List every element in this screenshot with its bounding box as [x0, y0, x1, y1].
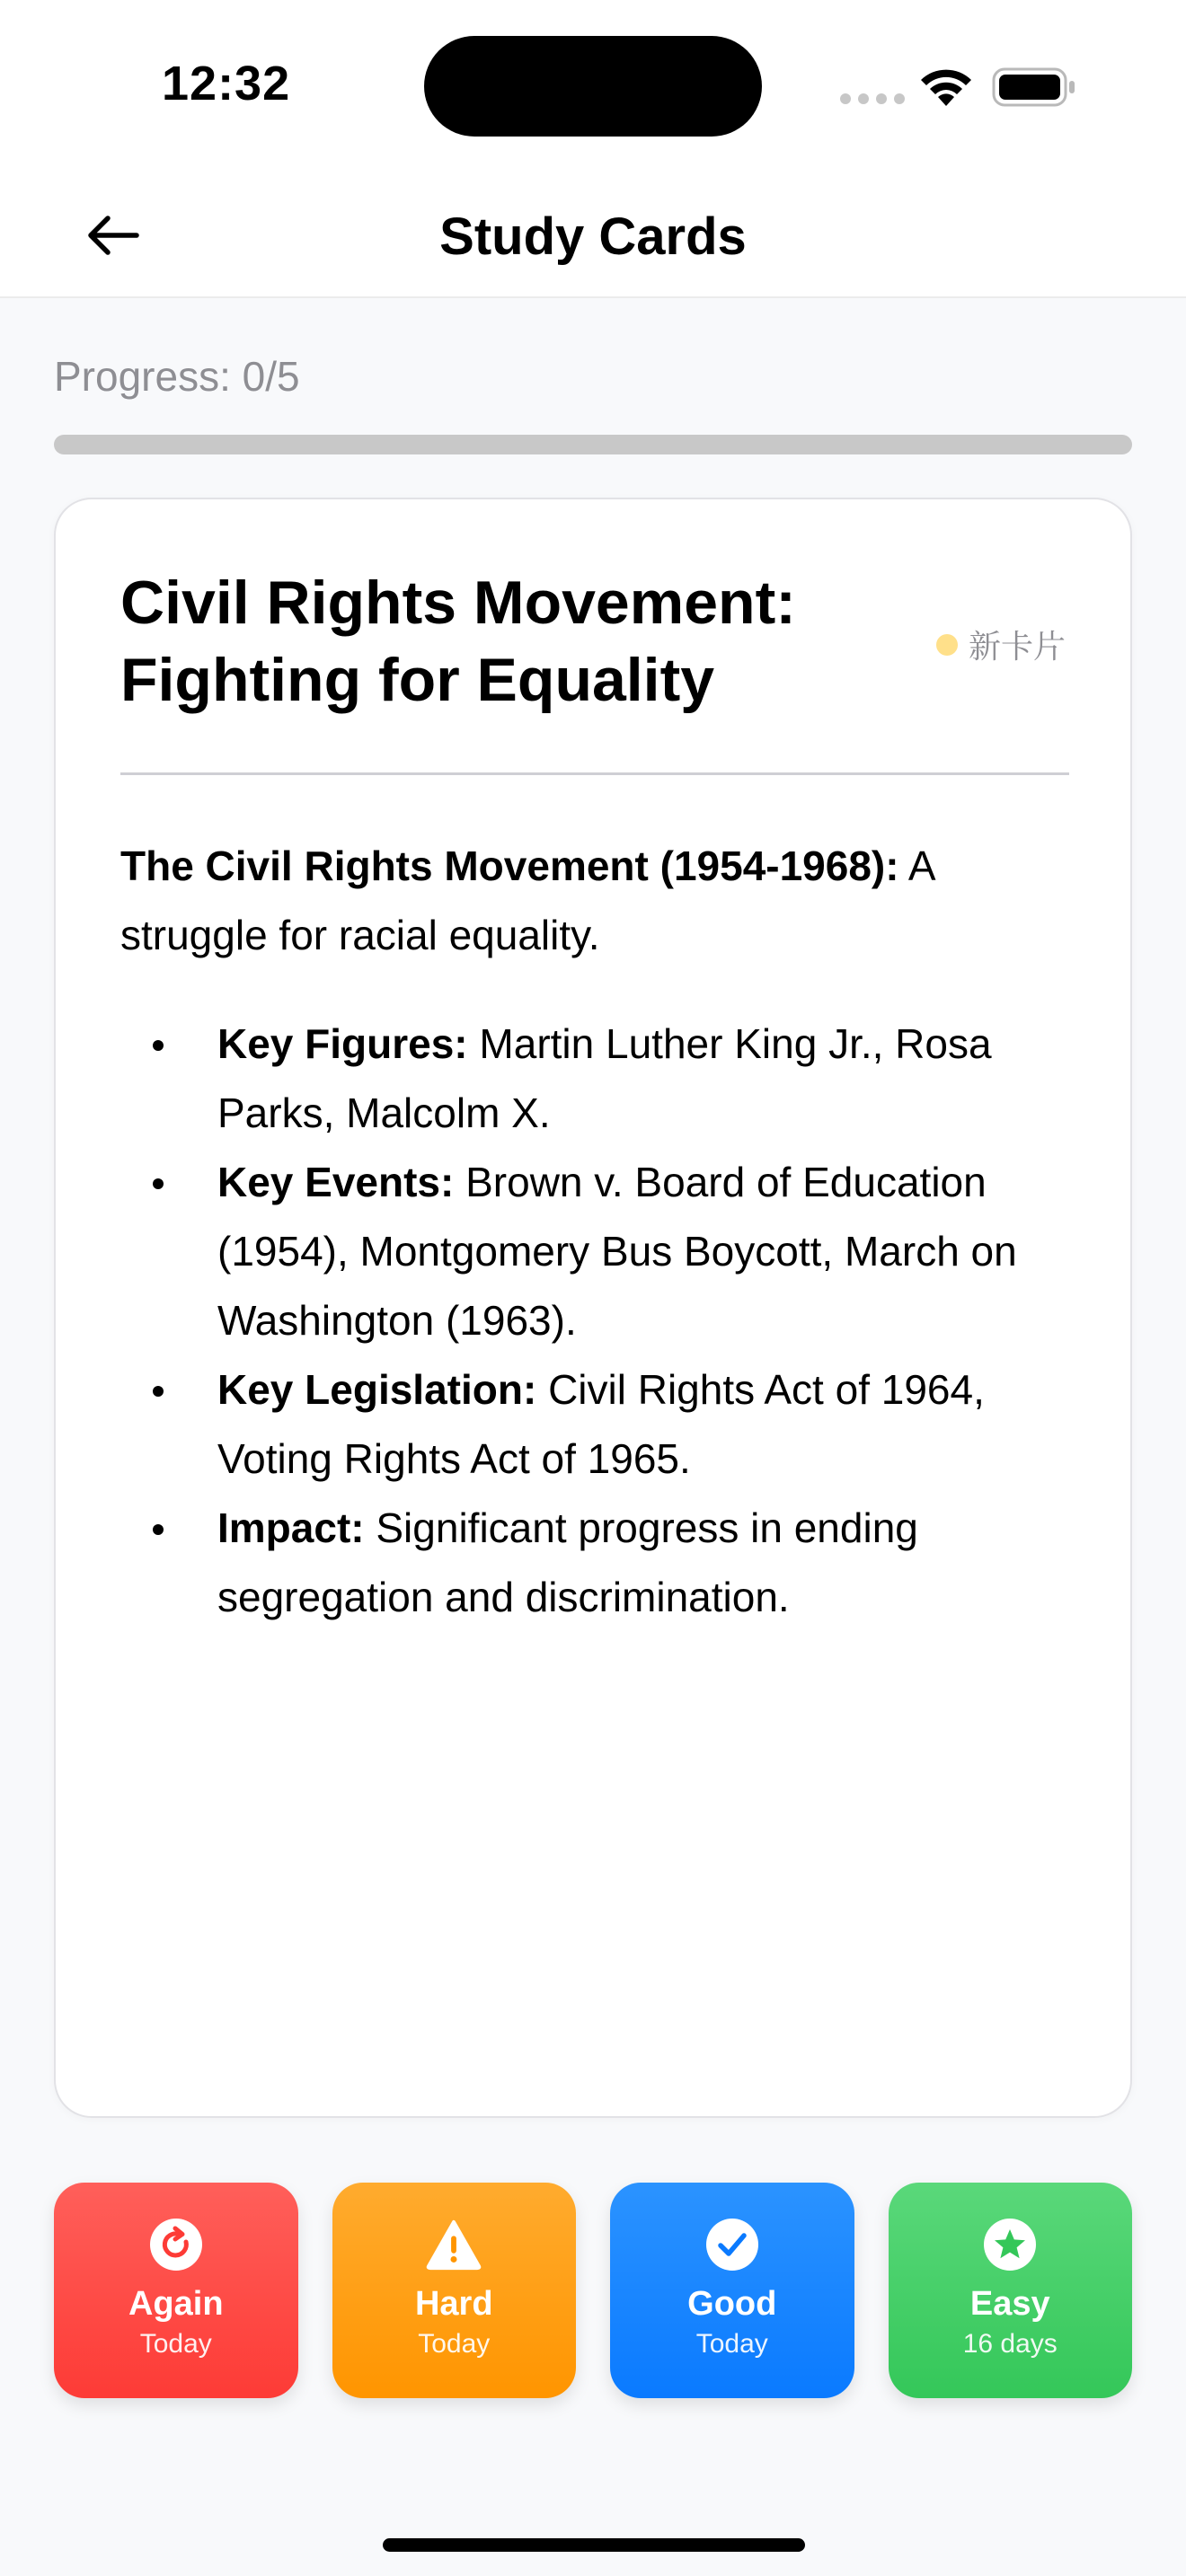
new-card-badge	[936, 622, 1066, 667]
divider	[120, 772, 1069, 775]
good-button[interactable]	[610, 2183, 854, 2398]
card-title: Civil Rights Movement: Fighting for Equality	[120, 569, 796, 714]
card-intro	[120, 832, 1073, 970]
retry-icon	[148, 2217, 204, 2272]
status-dot-icon	[936, 634, 958, 656]
bullet-text: Significant progress in ending segregation and discrimination.	[217, 1504, 918, 1620]
intro-text: A struggle for racial equality.	[120, 842, 934, 958]
rating-buttons	[54, 2183, 1132, 2398]
cellular-signal-icon	[840, 93, 905, 104]
checkmark-icon	[704, 2217, 760, 2272]
status-bar	[0, 0, 1186, 171]
study-card[interactable]	[54, 498, 1132, 2118]
bullet-icon	[153, 1040, 164, 1051]
list-item	[120, 1148, 1073, 1355]
list-item	[120, 1494, 1073, 1632]
easy-button[interactable]	[889, 2183, 1133, 2398]
bullet-heading: Impact:	[217, 1504, 365, 1551]
easy-interval: 16 days	[962, 2329, 1058, 2359]
bullet-icon	[153, 1386, 164, 1397]
warning-icon	[426, 2217, 482, 2272]
home-indicator	[383, 2538, 805, 2552]
hard-button[interactable]	[332, 2183, 577, 2398]
bullet-text: Civil Rights Act of 1964, Voting Rights Act of 1965.	[217, 1366, 985, 1482]
bullet-text: Martin Luther King Jr., Rosa Parks, Malcolm X.	[217, 1020, 992, 1136]
status-time: 12:32	[162, 57, 291, 110]
good-label: Good	[687, 2285, 777, 2323]
bullet-list	[120, 1010, 1073, 1632]
intro-heading: The Civil Rights Movement (1954-1968):	[120, 842, 899, 889]
list-item	[120, 1010, 1073, 1148]
easy-label: Easy	[969, 2285, 1050, 2323]
again-interval: Today	[139, 2329, 212, 2359]
progress-label: Progress: 0/5	[54, 353, 300, 400]
dynamic-island	[424, 36, 762, 137]
wifi-icon	[918, 65, 974, 108]
again-button[interactable]	[54, 2183, 298, 2398]
bullet-heading: Key Legislation:	[217, 1366, 537, 1413]
battery-icon	[992, 66, 1076, 108]
bullet-heading: Key Figures:	[217, 1020, 468, 1067]
progress-bar	[54, 435, 1132, 454]
bullet-heading: Key Events:	[217, 1159, 455, 1205]
star-icon	[982, 2217, 1038, 2272]
list-item	[120, 1355, 1073, 1494]
bullet-icon	[153, 1524, 164, 1535]
card-body	[120, 832, 1073, 1632]
bullet-text: Brown v. Board of Education (1954), Montgomery Bus Boycott, March on Washington (1963).	[217, 1159, 1017, 1344]
hard-label: Hard	[414, 2285, 493, 2323]
navigation-bar	[0, 171, 1186, 298]
bullet-icon	[153, 1178, 164, 1189]
again-label: Again	[128, 2285, 224, 2323]
good-interval: Today	[695, 2329, 768, 2359]
badge-label: 新卡片	[968, 628, 1066, 665]
hard-interval: Today	[418, 2329, 491, 2359]
page-title: Study Cards	[439, 207, 747, 266]
